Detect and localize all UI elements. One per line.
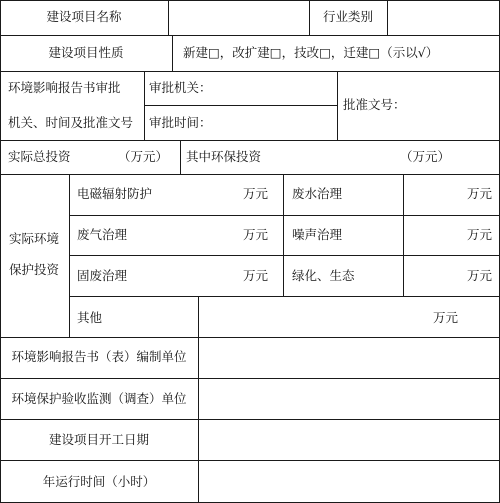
investment-row-divider	[69, 296, 500, 297]
waste-gas-unit: 万元	[242, 227, 268, 242]
approval-number-label: 批准文号：	[343, 97, 406, 112]
env-protection-investment-label-line2: 保护投资	[9, 262, 60, 277]
investment-row-divider	[69, 215, 500, 216]
approval-row-divider	[144, 105, 337, 106]
greening-label: 绿化、生态	[292, 268, 355, 283]
col-divider	[172, 35, 173, 71]
row-divider	[0, 174, 500, 175]
row-divider	[0, 35, 500, 36]
total-investment-label: 实际总投资	[8, 149, 71, 164]
industry-label: 行业类别	[322, 9, 373, 24]
report-unit-label: 环境影响报告书（表）编制单位	[11, 349, 187, 364]
solid-waste-label: 固废治理	[77, 268, 128, 283]
noise-label: 噪声治理	[292, 227, 343, 242]
monitoring-unit-field[interactable]	[199, 379, 499, 419]
env-protection-investment-label-line1: 实际环境	[9, 231, 60, 246]
eia-approval-label-line1: 环境影响报告书审批	[8, 80, 121, 95]
wastewater-unit: 万元	[466, 186, 492, 201]
nature-label: 建设项目性质	[48, 45, 124, 60]
project-name-label: 建设项目名称	[46, 9, 122, 24]
investment-row-divider	[69, 255, 500, 256]
solid-waste-unit: 万元	[242, 268, 268, 283]
wastewater-label: 废水治理	[292, 186, 343, 201]
other-unit: 万元	[432, 310, 458, 325]
table-border-left	[0, 0, 1, 503]
annual-runtime-field[interactable]	[199, 461, 499, 502]
env-investment-unit: （万元）	[400, 149, 451, 164]
noise-unit: 万元	[466, 227, 492, 242]
col-divider	[337, 71, 338, 140]
greening-unit: 万元	[466, 268, 492, 283]
row-divider	[0, 71, 500, 72]
em-radiation-unit: 万元	[242, 186, 268, 201]
approval-time-label: 审批时间：	[149, 115, 212, 130]
start-date-label: 建设项目开工日期	[48, 432, 149, 447]
report-unit-field[interactable]	[199, 338, 499, 378]
nature-options[interactable]: 新建□，改扩建□，技改□，迁建□（示以√）	[183, 45, 439, 60]
env-investment-label: 其中环保投资	[186, 149, 262, 164]
start-date-field[interactable]	[199, 420, 499, 460]
monitoring-unit-label: 环境保护验收监测（调查）单位	[11, 391, 187, 406]
col-divider	[69, 174, 70, 337]
col-divider	[198, 296, 199, 337]
approval-authority-label: 审批机关：	[149, 80, 212, 95]
col-divider	[180, 140, 181, 174]
col-divider	[144, 71, 145, 140]
other-label: 其他	[77, 310, 103, 325]
em-radiation-label: 电磁辐射防护	[77, 186, 153, 201]
eia-approval-label-line2: 机关、时间及批准文号	[8, 115, 134, 130]
waste-gas-label: 废气治理	[77, 227, 128, 242]
col-divider	[283, 174, 284, 296]
project-name-field[interactable]	[169, 1, 309, 35]
total-investment-unit: （万元）	[118, 149, 169, 164]
industry-field[interactable]	[388, 1, 499, 35]
col-divider	[403, 174, 404, 296]
annual-runtime-label: 年运行时间（小时）	[42, 474, 156, 489]
row-divider	[0, 140, 500, 141]
